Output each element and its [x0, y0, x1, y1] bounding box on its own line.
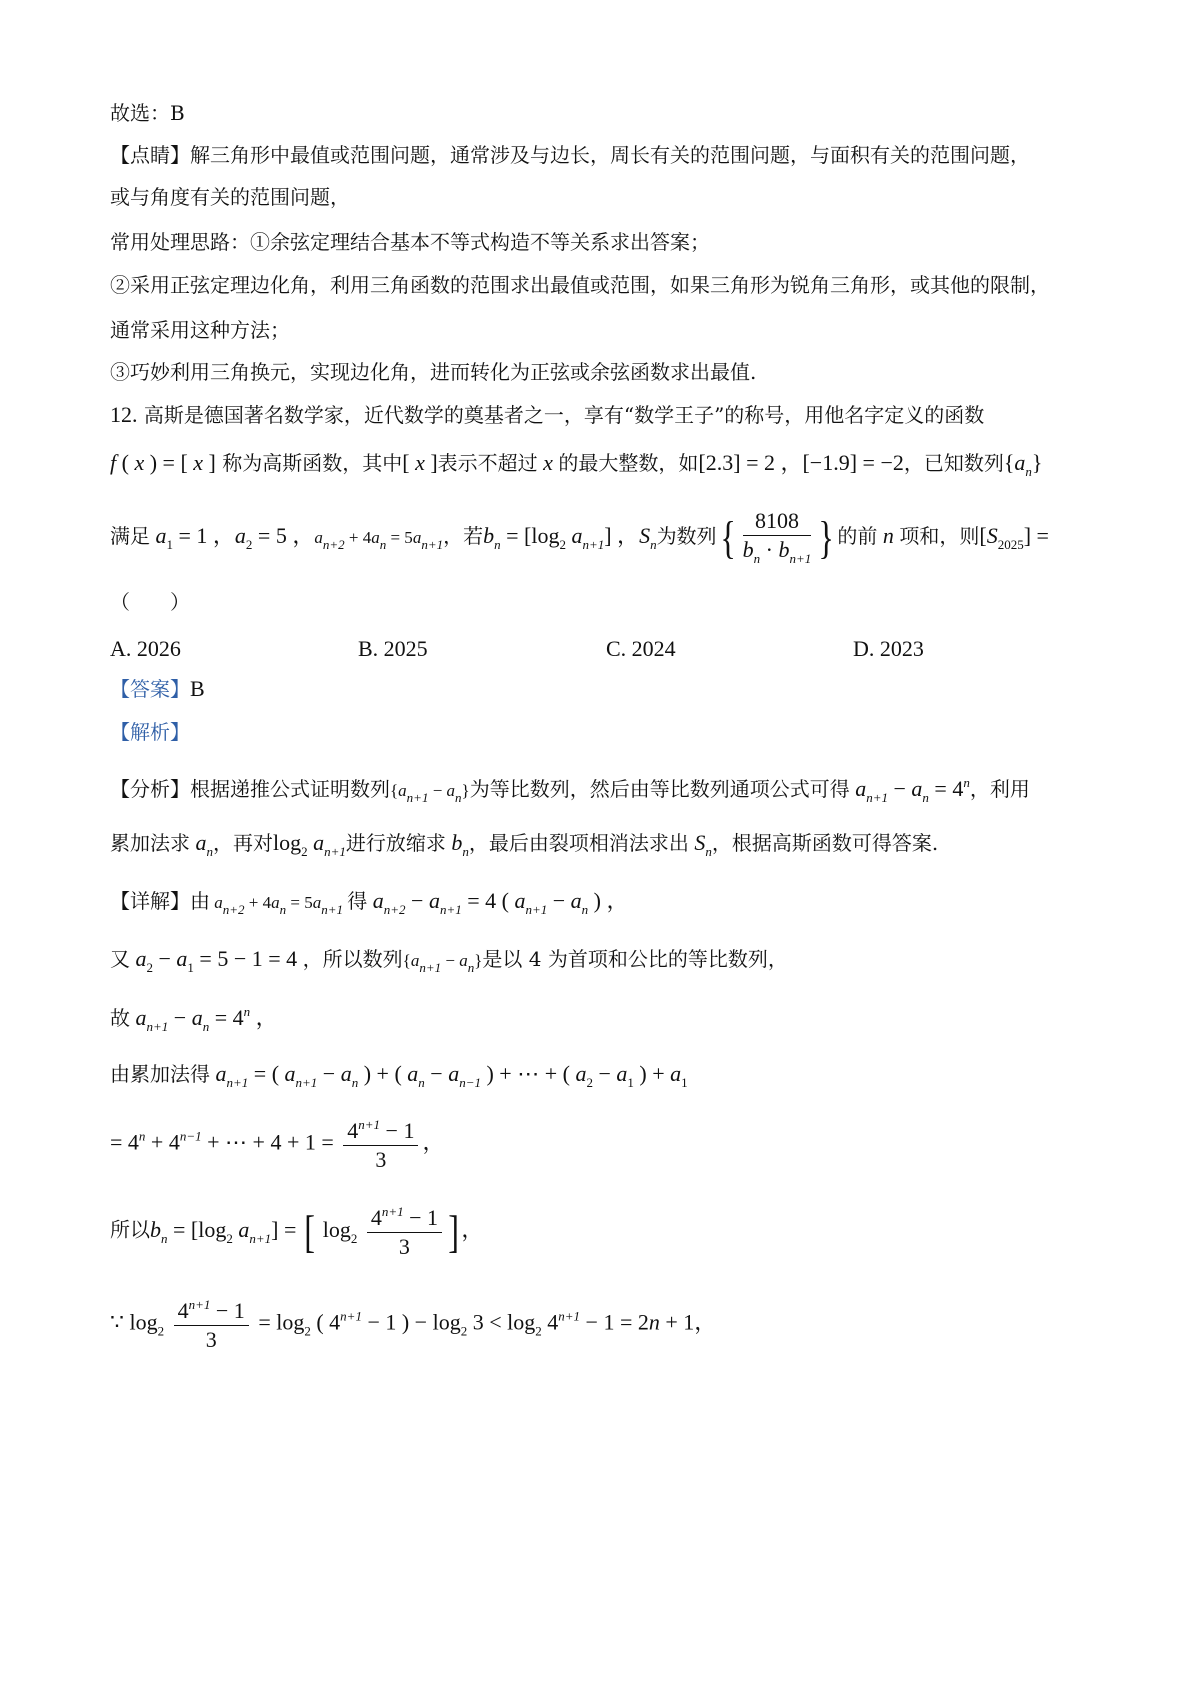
- analysis-tag-fen: 【分析】: [110, 777, 190, 801]
- math-geo-relation: $a_{n+2} - a_{n+1} = 4$ ( $a_{n+1} - a_n$ ) ，: [372, 888, 629, 917]
- choice-c[interactable]: C. 2024: [606, 636, 676, 661]
- fraction-8108: $\frac{8108}{b_n \cdot b_{n+1}}$: [742, 508, 812, 566]
- detail-hence: 故: [110, 1006, 130, 1030]
- method-2a: ②采用正弦定理边化角，利用三角函数的范围求出最值或范围，如果三角形为锐角三角形，或其他的限制，: [110, 273, 1050, 297]
- dianjing-text-1: 解三角形中最值或范围问题，通常涉及与边长，周长有关的范围问题，与面积有关的范围问题，: [190, 143, 1030, 167]
- analysis-s2: 为等比数列，然后由等比数列通项公式可得: [469, 777, 850, 801]
- choice-b[interactable]: B. 2025: [358, 636, 428, 661]
- math-diff-4n: $a_{n+1} - a_n = 4^n$: [855, 775, 970, 805]
- text-if: ，若: [443, 524, 484, 548]
- detail-get: 得: [347, 889, 368, 913]
- text-is-seq: 为数列: [656, 524, 717, 548]
- analysis-tag: 【解析】: [110, 720, 190, 744]
- math-recurrence-2: $a_{n+2} + 4a_n = 5a_{n+1}$: [214, 893, 343, 917]
- method-2b: 通常采用这种方法；: [110, 318, 290, 342]
- analysis-s4: 累加法求: [110, 831, 190, 855]
- text-max: 的最大整数，如: [558, 451, 699, 475]
- math-recurrence: $a_{n+2} + 4a_n = 5a_{n+1}$: [314, 528, 444, 552]
- analysis-s5: ，再对: [213, 831, 273, 855]
- math-bracket-x: [ x ]: [402, 450, 438, 475]
- detail-tag: 【详解】: [110, 889, 190, 913]
- text-first: 的前: [837, 524, 878, 548]
- math-seq-an: $\{a_n\}$: [1003, 450, 1043, 479]
- math-x: x: [537, 450, 559, 475]
- analysis-line-1: [110, 776, 1030, 804]
- method-intro: 常用处理思路：①余弦定理结合基本不等式构造不等关系求出答案；: [110, 230, 710, 254]
- method-3: ③巧妙利用三角换元，实现边化角，进而转化为正弦或余弦函数求出最值.: [110, 360, 757, 384]
- analysis-s8: ，根据高斯函数可得答案.: [711, 831, 939, 855]
- detail-is-geo: 是以 4 为首项和公比的等比数列，: [482, 947, 788, 971]
- answer-line: [110, 678, 205, 700]
- answer-value: B: [190, 676, 205, 701]
- dianjing-line-2: 或与角度有关的范围问题，: [110, 185, 350, 209]
- text-satisfy: 满足: [110, 524, 150, 548]
- answer-tag: 【答案】: [110, 677, 190, 701]
- detail-by-sum: 由累加法得: [110, 1062, 210, 1086]
- analysis-s1: 根据递推公式证明数列: [190, 777, 390, 801]
- detail-from: 由: [190, 889, 210, 913]
- analysis-s6: 进行放缩求: [345, 831, 446, 855]
- math-diff-seq-2: $\{a_{n+1} - a_n\}$: [402, 951, 483, 975]
- detail-line-1: [110, 890, 629, 916]
- math-initial: $a_1 = 1$ ，$a_2 = 5$ ，: [155, 523, 315, 552]
- analysis-s7: ，最后由裂项相消法求出: [468, 831, 689, 855]
- conclusion-text: 故选：B: [110, 101, 185, 125]
- text-known: ，已知数列: [903, 451, 1004, 475]
- detail-so-seq: ，所以数列: [302, 947, 403, 971]
- math-an: $a_n$: [195, 830, 213, 859]
- math-sn: $S_n$: [694, 830, 712, 859]
- math-a2-a1: $a_2 - a_1 = 5 - 1 = 4$: [135, 946, 303, 975]
- question-line-2: [110, 452, 1042, 478]
- detail-line-6: [110, 1205, 483, 1258]
- math-fx-def: f ( x ) = [ x ]: [110, 450, 216, 475]
- math-n: n: [877, 523, 900, 548]
- text-sum-then: 项和，则: [899, 524, 980, 548]
- dianjing-line-1: [110, 145, 1030, 165]
- detail-so: 所以: [110, 1217, 150, 1242]
- question-text-1: 高斯是德国著名数学家，近代数学的奠基者之一，享有“数学王子”的称号，用他名字定义的函数: [143, 403, 985, 427]
- detail-line-4: [110, 1063, 688, 1089]
- math-examples: [2.3] = 2 ，[−1.9] = −2: [698, 450, 904, 475]
- left-brace: {: [719, 511, 736, 563]
- choice-a[interactable]: A. 2026: [110, 636, 181, 661]
- math-bn-def: $b_n = [\log_2$ $a_{n+1}$] ，$S_n$: [483, 523, 657, 552]
- question-paren: （ ）: [110, 590, 190, 614]
- math-log-an1: $\log_2 a_{n+1}$: [273, 830, 346, 859]
- math-s2025: $[S_{2025}]$ =: [979, 523, 1049, 552]
- question-number: 12.: [110, 402, 138, 427]
- detail-also: 又: [110, 947, 130, 971]
- question-line-3: [110, 510, 1049, 565]
- math-geo-sum: = $4^n + 4^{n-1}$ + ⋯ + 4 + 1 = $\frac{4^{n+1} - 1}{3}$ ，: [110, 1117, 445, 1172]
- analysis-line-2: [110, 832, 938, 858]
- math-log-inequality: ∵ $\log_2$ $\frac{4^{n+1} - 1}{3}$ = $\log_2$ ( $4^{n+1} - 1$ ) − $\log_2 3 < \log_2 4^{n+1} - 1 = 2n + 1$，: [110, 1297, 717, 1352]
- math-bn: $b_n$: [451, 830, 469, 859]
- text-means: 表示不超过: [437, 451, 538, 475]
- detail-line-2: [110, 948, 788, 974]
- math-telescoping: $a_{n+1}$ = ( $a_{n+1} - a_n$ ) + ( $a_n - a_{n-1}$ ) + ⋯ + ( $a_2 - a_1$ ) + $a_1$: [215, 1061, 688, 1090]
- math-diff-4n-2: $a_{n+1} - a_n = 4^n$ ，: [135, 1004, 278, 1034]
- dianjing-tag: 【点睛】: [110, 143, 190, 167]
- choice-d[interactable]: D. 2023: [853, 636, 924, 661]
- analysis-s3: ，利用: [969, 777, 1030, 801]
- question-line-1: [110, 404, 984, 426]
- detail-line-3: [110, 1005, 278, 1033]
- math-diff-seq: $\{a_{n+1} - a_n\}$: [390, 781, 470, 805]
- math-bn-bound: $b_n = [\log_2$ $a_{n+1}$] = [ $\log_2$ $\frac{4^{n+1} - 1}{3}$ ] ，: [150, 1204, 484, 1259]
- text-called: 称为高斯函数，其中: [222, 451, 403, 475]
- right-brace: }: [818, 511, 835, 563]
